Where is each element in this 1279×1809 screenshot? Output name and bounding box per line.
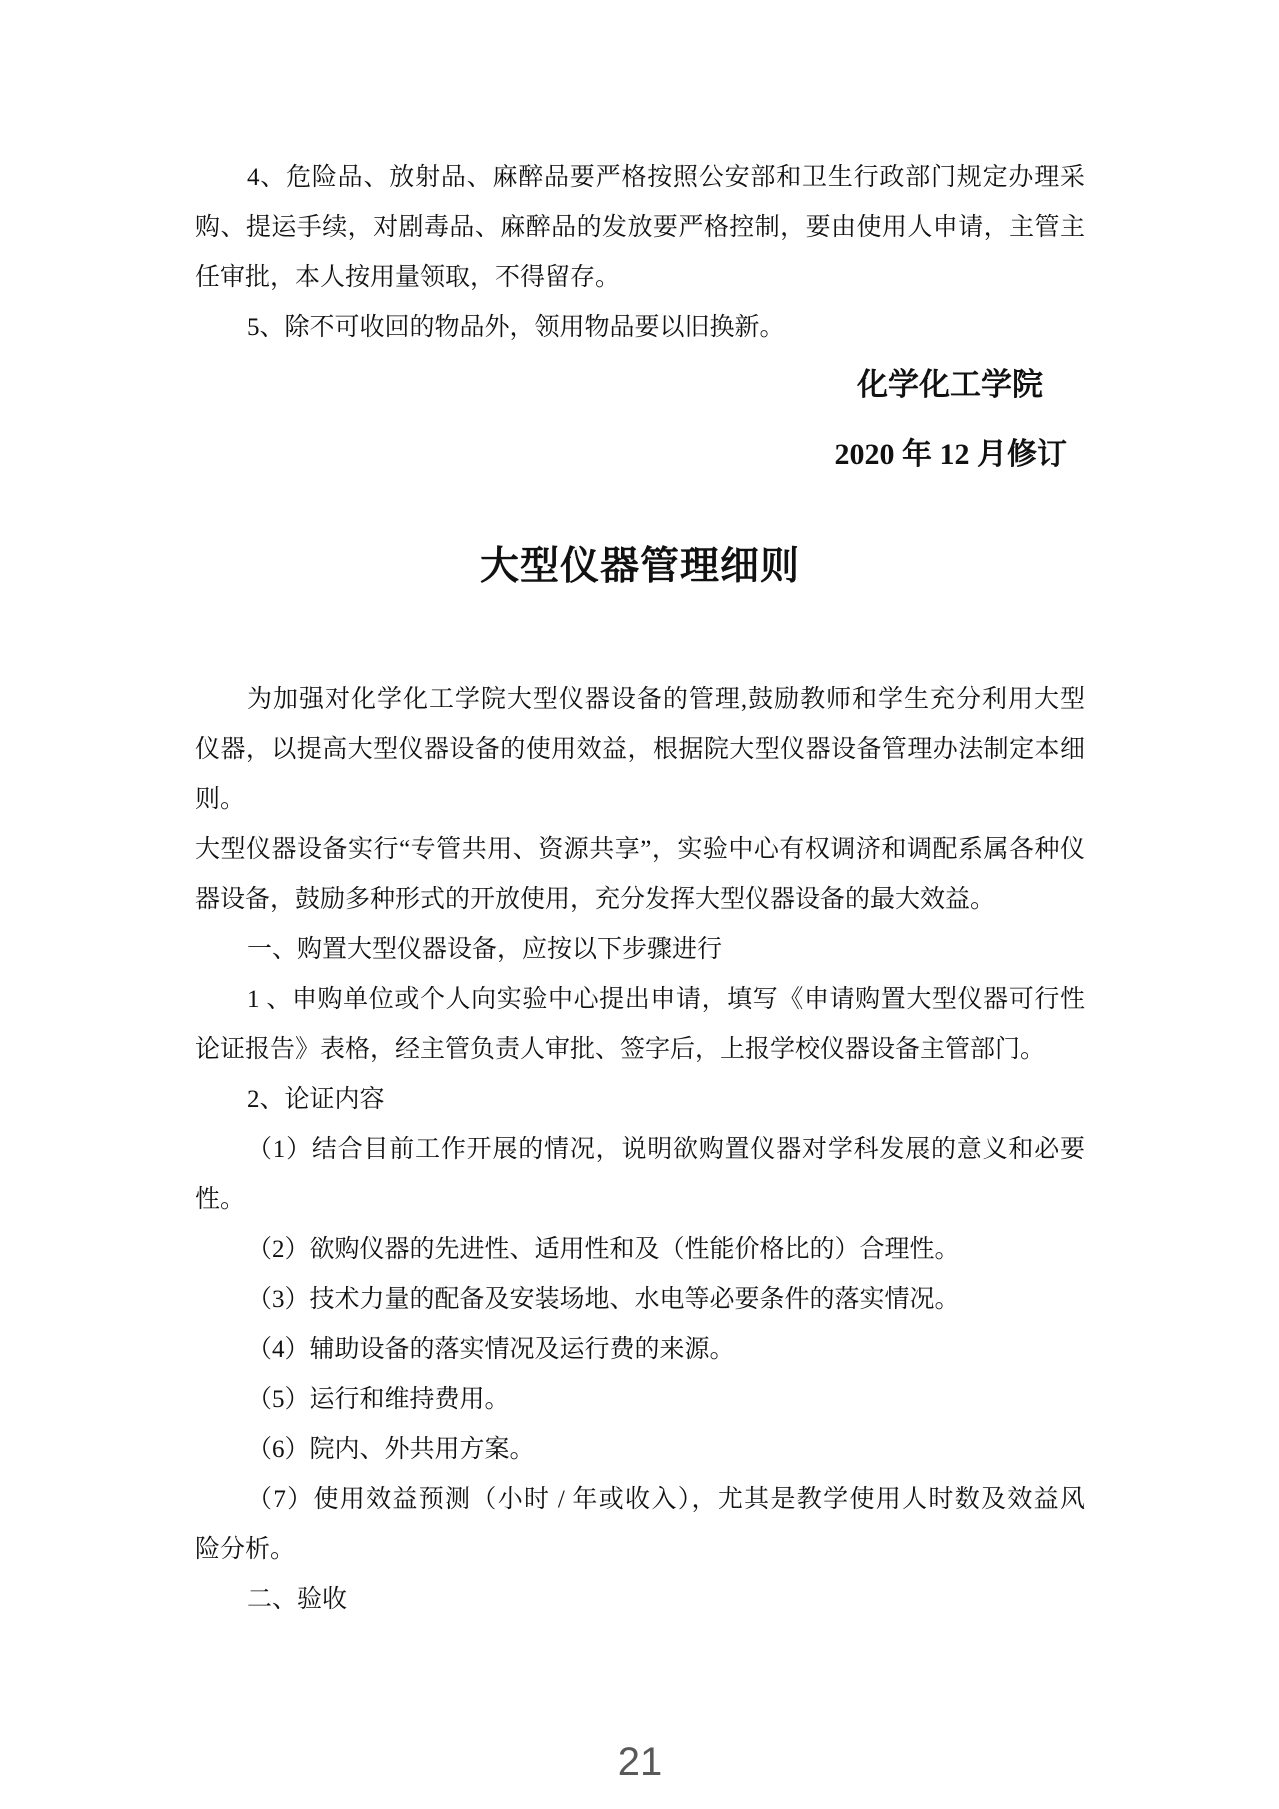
text-line: 性。 — [195, 1186, 246, 1213]
document-text-area — [195, 0, 1085, 1790]
text-line: 仪器，以提高大型仪器设备的使用效益，根据院大型仪器设备管理办法制定本细 — [195, 736, 1085, 763]
signature-line: 化学化工学院 — [857, 367, 1043, 402]
text-line: 5、除不可收回的物品外，领用物品要以旧换新。 — [247, 314, 785, 341]
text-line: 为加强对化学化工学院大型仪器设备的管理,鼓励教师和学生充分利用大型 — [247, 686, 1085, 713]
text-line: 2、论证内容 — [247, 1086, 385, 1113]
text-line: 大型仪器设备实行“专管共用、资源共享”，实验中心有权调济和调配系属各种仪 — [195, 836, 1085, 863]
text-line: （5）运行和维持费用。 — [247, 1386, 510, 1413]
text-line: （2）欲购仪器的先进性、适用性和及（性能价格比的）合理性。 — [247, 1236, 960, 1263]
text-line: 1 、申购单位或个人向实验中心提出申请，填写《申请购置大型仪器可行性 — [247, 986, 1085, 1013]
text-line: （3）技术力量的配备及安装场地、水电等必要条件的落实情况。 — [247, 1286, 960, 1313]
text-line: （4）辅助设备的落实情况及运行费的来源。 — [247, 1336, 735, 1363]
text-line: 购、提运手续，对剧毒品、麻醉品的发放要严格控制，要由使用人申请，主管主 — [195, 214, 1085, 241]
text-line: 论证报告》表格，经主管负责人审批、签字后，上报学校仪器设备主管部门。 — [195, 1036, 1046, 1063]
text-line: 任审批，本人按用量领取，不得留存。 — [195, 264, 621, 291]
text-line: （7）使用效益预测（小时 / 年或收入），尤其是教学使用人时数及效益风 — [247, 1486, 1085, 1513]
section-title: 大型仪器管理细则 — [479, 545, 800, 588]
text-line: 险分析。 — [195, 1536, 296, 1563]
page-number: 21 — [617, 1740, 663, 1784]
revision-date-line: 2020 年 12 月修订 — [834, 438, 1067, 471]
text-line: 4、危险品、放射品、麻醉品要严格按照公安部和卫生行政部门规定办理采 — [247, 164, 1085, 191]
text-line: （1）结合目前工作开展的情况，说明欲购置仪器对学科发展的意义和必要 — [247, 1136, 1085, 1163]
text-line: 则。 — [195, 786, 246, 813]
text-line: （6）院内、外共用方案。 — [247, 1436, 535, 1463]
text-line: 一、购置大型仪器设备，应按以下步骤进行 — [247, 936, 723, 963]
text-line: 二、验收 — [247, 1586, 348, 1613]
text-line: 器设备，鼓励多种形式的开放使用，充分发挥大型仪器设备的最大效益。 — [195, 886, 996, 913]
